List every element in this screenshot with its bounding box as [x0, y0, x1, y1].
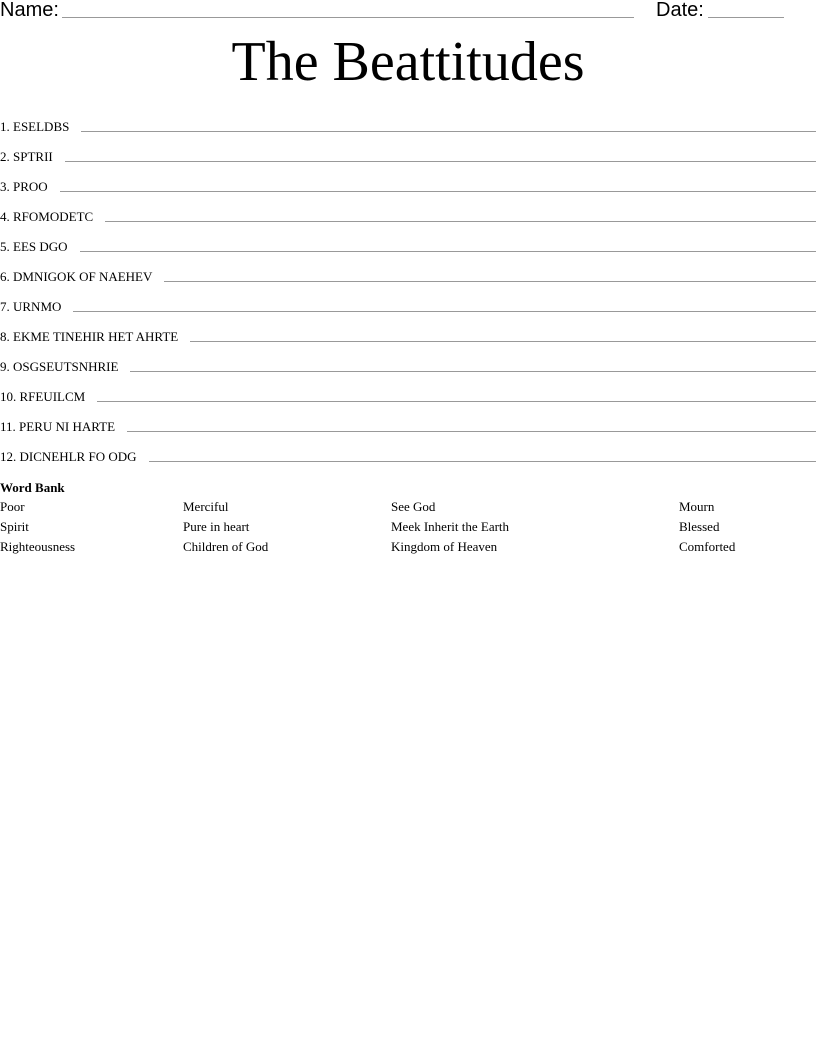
question-item: [0, 141, 816, 171]
header: [0, 0, 816, 24]
question-label: 8. EKME TINEHIR HET AHRTE: [0, 329, 179, 344]
name-label: Name:: [0, 0, 59, 21]
word-bank-column: [183, 497, 268, 557]
word-bank-word: Poor: [0, 499, 25, 514]
date-label: Date:: [656, 0, 704, 21]
word-bank-word: Mourn: [679, 499, 715, 514]
question-label: 10. RFEUILCM: [0, 389, 86, 404]
answer-line[interactable]: [105, 221, 816, 222]
word-bank-word: Blessed: [679, 519, 720, 534]
answer-line[interactable]: [190, 341, 816, 342]
question-label: 9. OSGSEUTSNHRIE: [0, 359, 119, 374]
answer-line[interactable]: [97, 401, 816, 402]
word-bank-column: [679, 497, 735, 557]
question-label: 12. DICNEHLR FO ODG: [0, 449, 137, 464]
question-label: 5. EES DGO: [0, 239, 68, 254]
question-item: [0, 351, 816, 381]
answer-line[interactable]: [60, 191, 816, 192]
word-bank: [0, 479, 816, 557]
answer-line[interactable]: [73, 311, 816, 312]
question-item: [0, 111, 816, 141]
word-bank-grid: [0, 497, 816, 557]
question-item: [0, 201, 816, 231]
answer-line[interactable]: [80, 251, 816, 252]
word-bank-word: Merciful: [183, 499, 229, 514]
question-item: [0, 411, 816, 441]
word-bank-word: Righteousness: [0, 539, 76, 554]
word-bank-word: Meek Inherit the Earth: [391, 519, 510, 534]
word-bank-word: Comforted: [679, 539, 736, 554]
word-bank-title: Word Bank: [0, 480, 65, 495]
question-label: 2. SPTRII: [0, 149, 53, 164]
question-item: [0, 171, 816, 201]
question-label: 7. URNMO: [0, 299, 62, 314]
word-bank-word: Kingdom of Heaven: [391, 539, 498, 554]
date-field[interactable]: [708, 17, 784, 18]
question-label: 3. PROO: [0, 179, 48, 194]
question-label: 1. ESELDBS: [0, 119, 70, 134]
question-item: [0, 321, 816, 351]
question-item: [0, 381, 816, 411]
word-bank-word: Pure in heart: [183, 519, 250, 534]
page-title: The Beattitudes: [231, 31, 585, 93]
word-bank-column: [0, 497, 75, 557]
answer-line[interactable]: [149, 461, 816, 462]
name-field[interactable]: [62, 17, 634, 18]
question-item: [0, 261, 816, 291]
question-item: [0, 231, 816, 261]
word-bank-word: See God: [391, 499, 436, 514]
question-item: [0, 441, 816, 471]
answer-line[interactable]: [164, 281, 816, 282]
answer-line[interactable]: [130, 371, 816, 372]
question-label: 4. RFOMODETC: [0, 209, 94, 224]
answer-line[interactable]: [127, 431, 816, 432]
answer-line[interactable]: [81, 131, 816, 132]
question-list: [0, 111, 816, 471]
word-bank-word: Children of God: [183, 539, 269, 554]
word-bank-column: [391, 497, 509, 557]
question-label: 6. DMNIGOK OF NAEHEV: [0, 269, 153, 284]
question-label: 11. PERU NI HARTE: [0, 419, 116, 434]
question-item: [0, 291, 816, 321]
answer-line[interactable]: [65, 161, 816, 162]
word-bank-word: Spirit: [0, 519, 29, 534]
